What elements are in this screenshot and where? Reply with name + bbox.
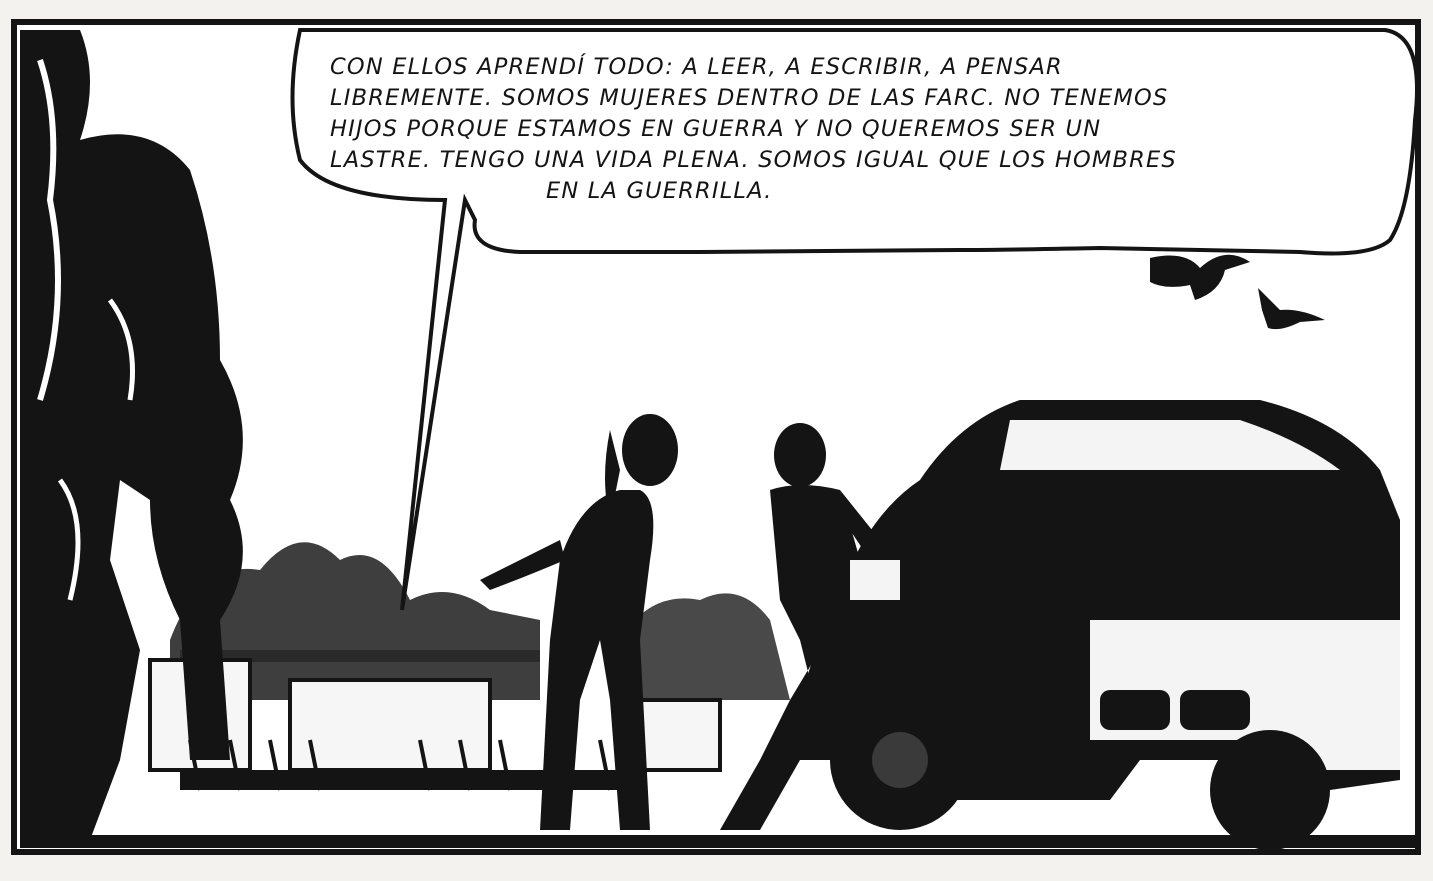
speech-line-4: LASTRE. TENGO UNA VIDA PLENA. SOMOS IGUAL QUE LOS HOMBRES: [330, 147, 1177, 173]
speech-line-3: HIJOS PORQUE ESTAMOS EN GUERRA Y NO QUEREMOS SER UN: [330, 116, 1102, 142]
ground-shadow: [20, 835, 1415, 848]
speech-line-1: CON ELLOS APRENDÍ TODO: A LEER, A ESCRIBIR, A PENSAR: [330, 54, 1063, 80]
speech-line-5: EN LA GUERRILLA.: [546, 178, 773, 204]
speech-bubble-text: [330, 52, 1370, 207]
speech-line-2: LIBREMENTE. SOMOS MUJERES DENTRO DE LAS FARC. NO TENEMOS: [330, 85, 1169, 111]
